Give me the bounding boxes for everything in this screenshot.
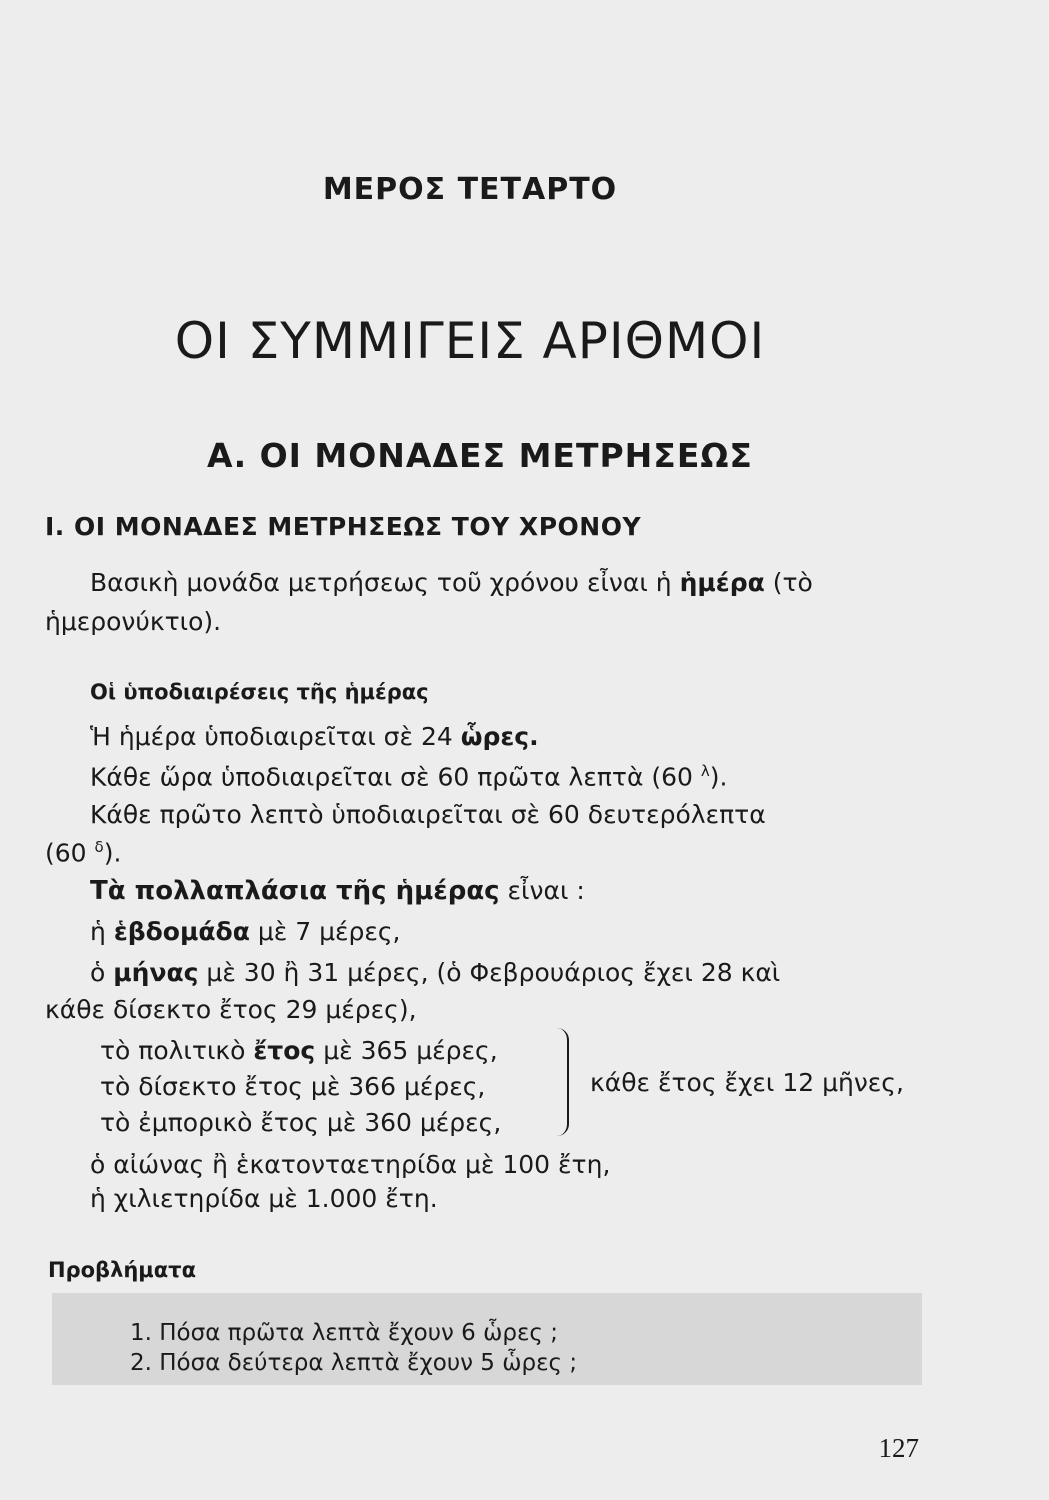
hours-term: ὧρες. bbox=[460, 722, 539, 751]
subdivision-line-4: (60 $^\delta$). bbox=[45, 838, 122, 868]
century-line: ὁ αἰώνας ἢ ἑκατονταετηρίδα μὲ 100 ἔτη, bbox=[90, 1150, 611, 1179]
main-title: ΟΙ ΣΥΜΜΙΓΕΙΣ ΑΡΙΘΜΟΙ bbox=[174, 312, 766, 370]
subdivision-line-1: Ἡ ἡμέρα ὑποδιαιρεῖται σὲ 24 ὧρες. bbox=[90, 722, 539, 751]
problems-heading: Προβλήματα bbox=[48, 1258, 197, 1282]
subdivision-line-2: Κάθε ὥρα ὑποδιαιρεῖται σὲ 60 πρῶτα λεπτὰ (60 $^\lambda$). bbox=[90, 762, 728, 792]
leap-year-line: τὸ δίσεκτο ἔτος μὲ 366 μέρες, bbox=[100, 1072, 486, 1101]
problem-item: 2. Πόσα δεύτερα λεπτὰ ἔχουν 5 ὧρες ; bbox=[130, 1350, 578, 1376]
subdivisions-heading: Οἱ ὑποδιαιρέσεις τῆς ἡμέρας bbox=[90, 680, 429, 704]
month-line: ὁ μήνας μὲ 30 ἢ 31 μέρες, (ὁ Φεβρουάριος ἔχει 28 καὶ bbox=[90, 958, 781, 987]
section-title: Α. ΟΙ ΜΟΝΑΔΕΣ ΜΕΤΡΗΣΕΩΣ bbox=[207, 436, 753, 475]
multiples-heading: Τὰ πολλαπλάσια τῆς ἡμέρας εἶναι : bbox=[90, 876, 585, 906]
problem-item: 1. Πόσα πρῶτα λεπτὰ ἔχουν 6 ὧρες ; bbox=[130, 1320, 558, 1346]
week-line: ἡ ἑβδομάδα μὲ 7 μέρες, bbox=[90, 917, 401, 946]
curly-brace bbox=[557, 1028, 569, 1136]
millennium-line: ἡ χιλιετηρίδα μὲ 1.000 ἔτη. bbox=[90, 1184, 438, 1213]
subsection-title: Ι. ΟΙ ΜΟΝΑΔΕΣ ΜΕΤΡΗΣΕΩΣ ΤΟΥ ΧΡΟΝΟΥ bbox=[45, 512, 642, 541]
month-line-2: κάθε δίσεκτο ἔτος 29 μέρες), bbox=[45, 995, 417, 1024]
day-term: ἡμέρα bbox=[679, 568, 765, 597]
part-title: ΜΕΡΟΣ ΤΕΤΑΡΤΟ bbox=[322, 172, 618, 207]
page-number: 127 bbox=[878, 1433, 919, 1463]
civil-year-line: τὸ πολιτικὸ ἔτος μὲ 365 μέρες, bbox=[100, 1036, 498, 1065]
intro-line-1: Βασικὴ μονάδα μετρήσεως τοῦ χρόνου εἶναι ἡ ἡμέρα (τὸ bbox=[90, 568, 813, 597]
subdivision-line-3: Κάθε πρῶτο λεπτὸ ὑποδιαιρεῖται σὲ 60 δευτερόλεπτα bbox=[90, 800, 766, 829]
commercial-year-line: τὸ ἐμπορικὸ ἔτος μὲ 360 μέρες, bbox=[100, 1108, 502, 1137]
brace-note: κάθε ἔτος ἔχει 12 μῆνες, bbox=[590, 1068, 904, 1097]
intro-line-2: ἡμερονύκτιο). bbox=[45, 607, 222, 636]
